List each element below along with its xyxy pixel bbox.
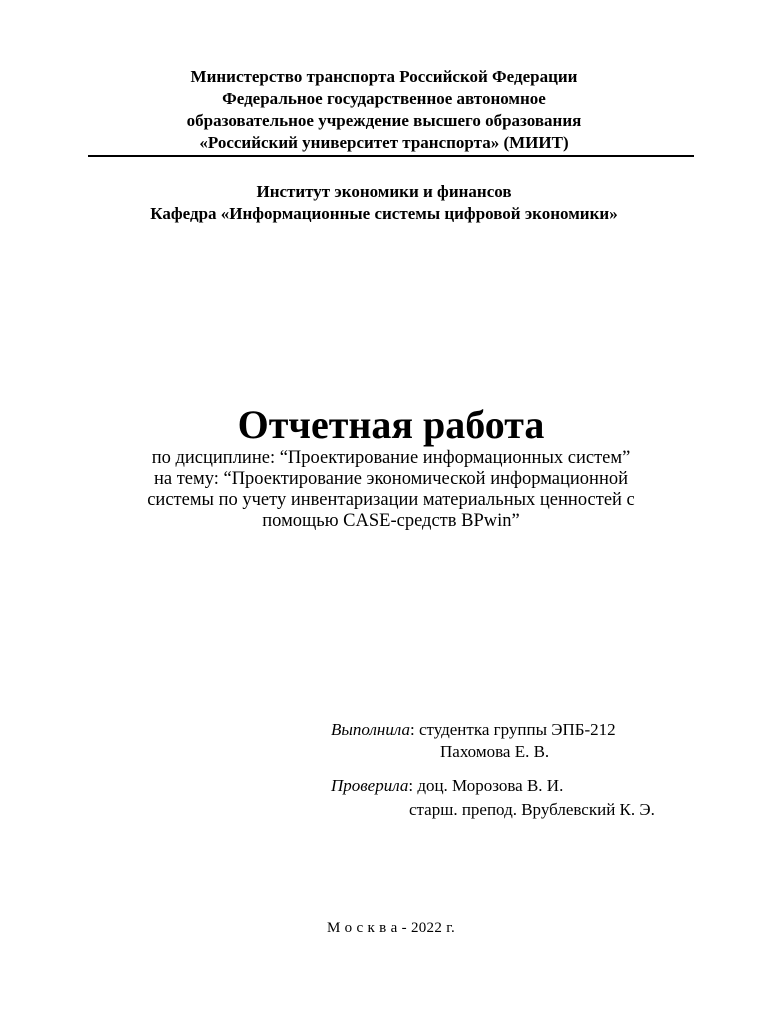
header-line: «Российский университет транспорта» (МИИТ) xyxy=(199,133,569,152)
header-line: образовательное учреждение высшего образования xyxy=(186,111,582,130)
city-year: М о с к в а - 2022 г. xyxy=(326,920,456,936)
header-line: Министерство транспорта Российской Федерации xyxy=(190,67,578,86)
header-divider xyxy=(88,155,694,157)
checked-by: доц. Морозова В. И. xyxy=(417,776,564,795)
ministry-header xyxy=(0,66,768,154)
subject-line: по дисциплине: “Проектирование информационных систем” xyxy=(151,448,631,468)
institute-block xyxy=(0,181,768,225)
report-subject xyxy=(0,448,768,532)
report-title: Отчетная работа xyxy=(237,402,545,447)
header-line: Федеральное государственное автономное xyxy=(222,89,546,108)
subject-line: помощью CASE-средств BPwin” xyxy=(262,511,520,531)
performed-name: Пахомова Е. В. xyxy=(440,742,550,761)
subject-line: системы по учету инвентаризации материальных ценностей с xyxy=(147,490,635,510)
institute-name: Институт экономики и финансов xyxy=(256,182,512,201)
performed-by-line: Выполнила: студентка группы ЭПБ-212 xyxy=(331,720,616,739)
department-name: Кафедра «Информационные системы цифровой экономики» xyxy=(150,204,618,223)
checked-label: Проверила xyxy=(331,776,409,795)
performed-label: Выполнила xyxy=(331,720,410,739)
checked-by-line: Проверила: доц. Морозова В. И. xyxy=(331,776,564,795)
performed-by: студентка группы ЭПБ-212 xyxy=(418,720,616,739)
checked-by-second: старш. препод. Врублевский К. Э. xyxy=(409,800,655,819)
subject-line: на тему: “Проектирование экономической информационной xyxy=(153,469,629,489)
